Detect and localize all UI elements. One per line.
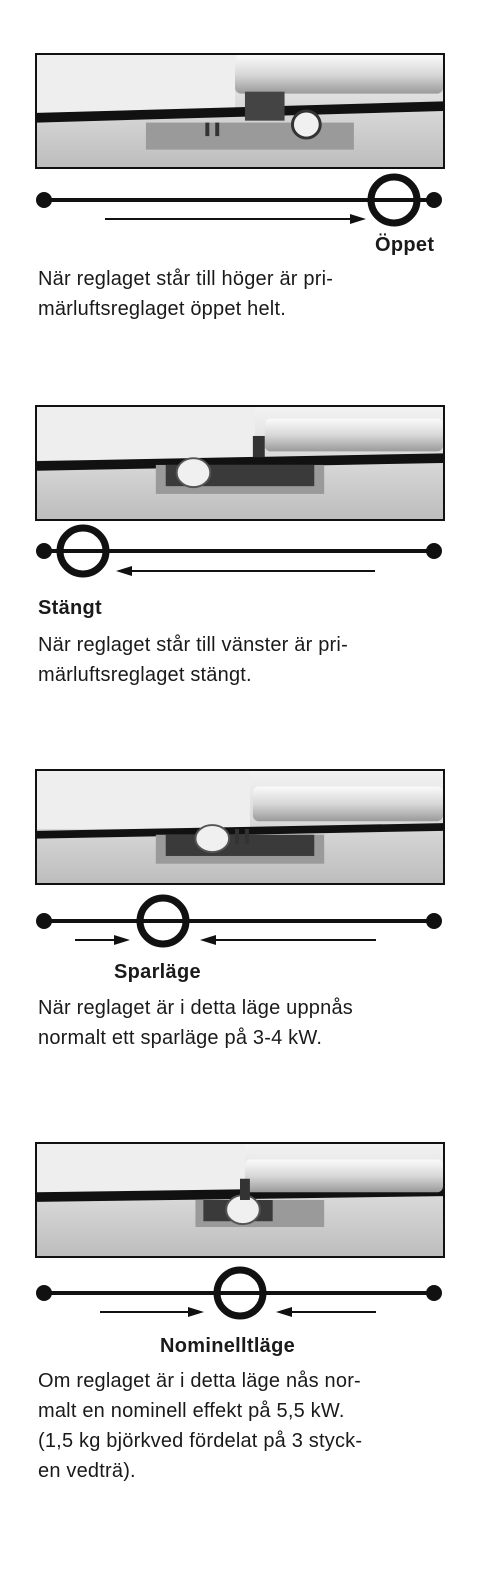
photo-closed — [35, 405, 445, 521]
track-end-left-icon — [36, 913, 52, 929]
position-label-open: Öppet — [375, 234, 435, 256]
track-end-right-icon — [426, 543, 442, 559]
description-line: När reglaget står till höger är pri- — [38, 268, 334, 290]
position-label-economy: Sparläge — [114, 961, 201, 983]
slider-diagram-nominal — [30, 1264, 455, 1326]
description-closed — [38, 630, 456, 690]
photo-nominal — [35, 1142, 445, 1258]
air-regulator-open-photo — [37, 55, 443, 167]
description-nominal — [38, 1366, 456, 1486]
air-regulator-nominal-photo — [37, 1144, 443, 1256]
air-regulator-closed-photo — [37, 407, 443, 519]
position-label-closed: Stängt — [38, 597, 103, 619]
slider-diagram-economy — [30, 892, 455, 954]
description-line: normalt ett sparläge på 3-4 kW. — [38, 1027, 323, 1049]
description-line: märluftsreglaget öppet helt. — [38, 298, 286, 320]
track-end-right-icon — [426, 1285, 442, 1301]
photo-open — [35, 53, 445, 169]
track-end-right-icon — [426, 913, 442, 929]
description-line: När reglaget står till vänster är pri- — [38, 634, 348, 656]
description-line: malt en nominell effekt på 5,5 kW. — [38, 1400, 345, 1422]
description-line: Om reglaget är i detta läge nås nor- — [38, 1370, 361, 1392]
description-line: När reglaget är i detta läge uppnås — [38, 997, 353, 1019]
description-line: en vedträ). — [38, 1460, 136, 1482]
air-regulator-economy-photo — [37, 771, 443, 883]
track-end-left-icon — [36, 543, 52, 559]
slider-diagram-closed — [30, 522, 455, 584]
description-economy — [38, 993, 456, 1053]
description-line: (1,5 kg björkved fördelat på 3 styck- — [38, 1430, 363, 1452]
photo-economy — [35, 769, 445, 885]
position-label-nominal: Nominelltläge — [160, 1335, 296, 1357]
description-open — [38, 264, 456, 324]
track-end-right-icon — [426, 192, 442, 208]
slider-diagram-open — [30, 170, 455, 232]
track-end-left-icon — [36, 192, 52, 208]
track-end-left-icon — [36, 1285, 52, 1301]
description-line: märluftsreglaget stängt. — [38, 664, 252, 686]
